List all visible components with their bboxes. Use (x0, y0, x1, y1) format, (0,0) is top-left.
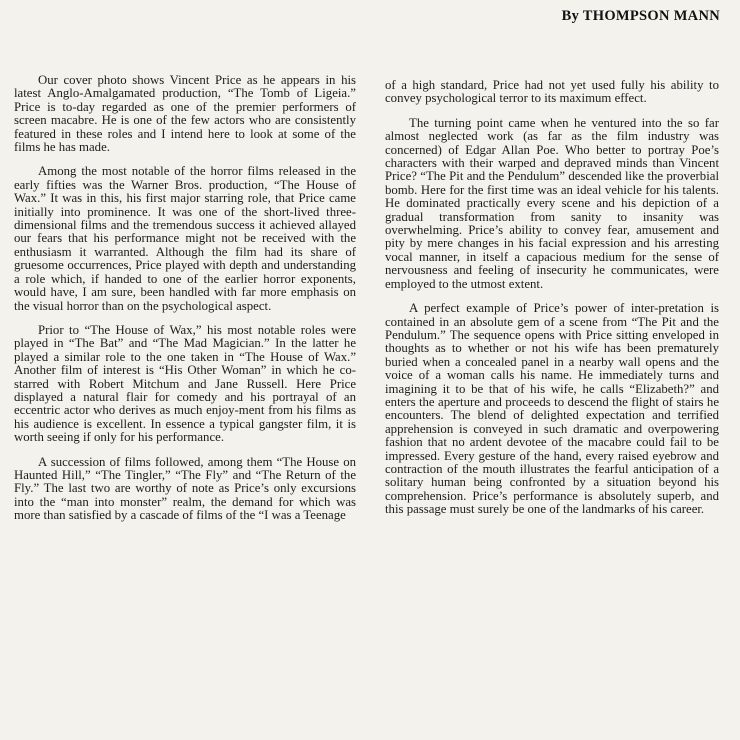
byline: By THOMPSON MANN (561, 8, 720, 24)
paragraph: Our cover photo shows Vincent Price as he appears in his latest Anglo-Amalgamated production, “The Tomb of Ligeia.” Price is to-day regarded as one of the premier performers of screen macabre. He is one of the few actors who are consistently featured in these roles and I intend here to look at some of the films he has made. (14, 73, 356, 155)
paragraph: Prior to “The House of Wax,” his most notable roles were played in “The Bat” and “The Mad Magician.” In the latter he played a similar role to the one taken in “The House of Wax.” Another film of interest is “His Other Woman” in which he co-starred with Robert Mitchum and Jane Russell. Here Price displayed a natural flair for comedy and his portrayal of an eccentric actor who derives as much enjoy-ment from his films as his audience is excellent. In essence a typical gangster film, it is worth seeing if only for his performance. (14, 322, 356, 445)
column-gutter (370, 70, 371, 740)
article-right-column (385, 79, 719, 528)
paragraph: The turning point came when he ventured into the so far almost neglected work (as far as the film industry was concerned) of Edgar Allan Poe. Who better to portray Poe’s characters with their warped and depraved minds than Vincent Price? “The Pit and the Pendulum” descended like the proverbial bomb. Here for the first time was an ideal vehicle for his talents. He dominated practically every scene and his depiction of a gradual transformation from sanity to insanity was overwhelming. Price’s ability to convey fear, amusement and pity by mere changes in his facial expression and his arresting vocal manner, in itself a capacious medium for the sense of nervousness and feeling of insecurity he communicates, were employed to the utmost extent. (385, 115, 719, 291)
paragraph: A perfect example of Price’s power of inter-pretation is contained in an absolute gem of a scene from “The Pit and the Pendulum.” The sequence opens with Price sitting enveloped in thoughts as to whether or not his wife has been prematurely buried when a concealed panel in a nearby wall opens and the voice of a woman calls his name. He immediately turns and imagining it to be that of his wife, he calls “Elizabeth?” and enters the aperture and proceeds to descend the flight of stairs he encounters. The blend of delighted expectation and terrified apprehension is conveyed in such dramatic and overpowering fashion that no ardent devotee of the macabre could fail to be impressed. Every gesture of the hand, every raised eyebrow and contraction of the mouth illustrates the fearful anticipation of a solitary human being confronted by a situation beyond his comprehension. Price’s performance is absolutely superb, and this passage must surely be one of the landmarks of his career. (385, 301, 719, 517)
paragraph: of a high standard, Price had not yet used fully his ability to convey psychological terror to its maximum effect. (385, 78, 719, 106)
article-left-column (14, 74, 356, 534)
paragraph: A succession of films followed, among them “The House on Haunted Hill,” “The Tingler,” “The Fly” and “The Return of the Fly.” The last two are worthy of note as Price’s only excursions into the “man into monster” realm, the demand for which was more than satisfied by a cascade of films of the “I was a Teenage (14, 454, 356, 523)
paragraph: Among the most notable of the horror films released in the early fifties was the Warner Bros. production, “The House of Wax.” It was in this, his first major starring role, that Price came initially into prominence. It was one of the short-lived three-dimensional films and the tremendous success it achieved allayed our fears that his performance might not be received with the enthusiasm it warranted. Although the film had its share of gruesome occurrences, Price played with depth and understanding a role which, if handed to one of the earlier horror exponents, would have, I am sure, been handled with far more emphasis on the visual horror than on the psychological aspect. (14, 164, 356, 313)
